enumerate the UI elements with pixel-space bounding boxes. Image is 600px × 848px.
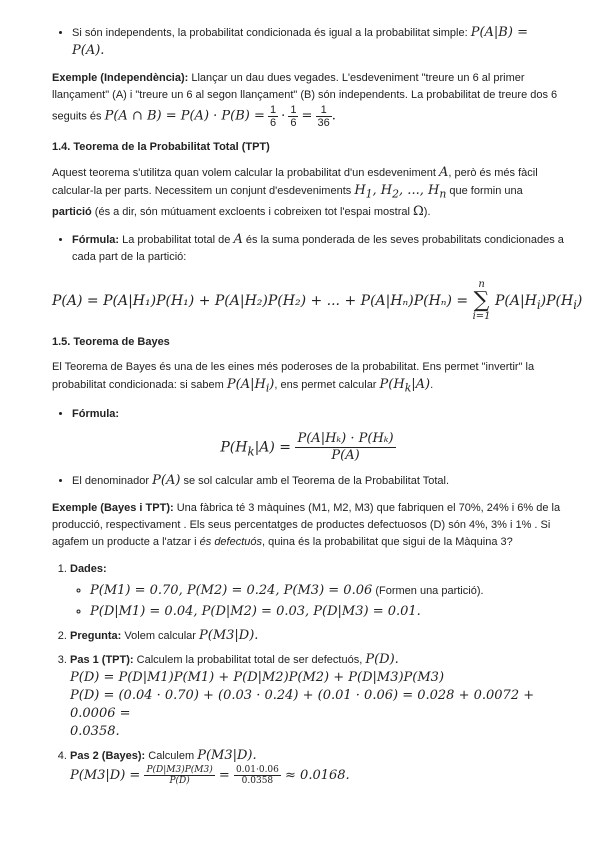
list-item: 1. Dades: ◦ P(M1) = 0.70, P(M2) = 0.24, P(M3) = 0.06 (Formen una partició). ◦ P(D|M1) = 0.04, P(D|M2) = 0.03, P(D|M3) = 0.01.	[70, 561, 564, 621]
list-item: 2. Pregunta: Volem calcular P(M3|D).	[70, 627, 564, 645]
bayes-intro: El Teorema de Bayes és una de les eines més poderoses de la probabilitat. Ens permet "invertir" la probabilitat condicionada: si sabem $P(A|H_i)$, ens permet calcular $P(H_k|A)$.	[52, 360, 535, 395]
section-title-bayes: 1.5. Teorema de Bayes	[52, 335, 170, 348]
list-item: ◦ P(M1) = 0.70, P(M2) = 0.24, P(M3) = 0.06 (Formen una partició).	[90, 582, 564, 600]
math-inline: P(A|B) = P(A).	[72, 25, 528, 58]
bayes-formula-list	[52, 406, 564, 423]
list-item: • Fórmula: La probabilitat total de A és la suma ponderada de les seves probabilitats condicionades a cada part de la partició:	[72, 231, 564, 266]
fraction: $\frac{1}{36}$	[317, 104, 330, 129]
bayes-denominator-list	[52, 472, 564, 490]
list-item: • Si són independents, la probabilitat condicionada és igual a la probabilitat simple: P(A|B) = P(A).	[72, 24, 564, 60]
fraction: $\frac{0.01\cdot 0.06}{0.0358}$	[235, 765, 279, 787]
bayes-display-formula: $P(H_k|A)$ = $\frac{\text{P(A|Hₖ) · P(Hₖ)}}{P(A)}$	[220, 431, 394, 464]
list-item: 3. Pas 1 (TPT): Calculem la probabilitat total de ser defectuós, P(D). P(D) = P(D|M1)P(M1) + P(D|M2)P(M2) + P(D|M3)P(M3) P(D) = (0.04 · 0.70) + (0.03 · 0.24) + (0.01 · 0.06) = 0.028 + 0.0072 + 0.0006 = 0.0358.	[70, 651, 564, 741]
independence-list	[52, 24, 564, 60]
fraction: $\frac{1}{6}$	[290, 104, 297, 129]
list-item: 4. Pas 2 (Bayes): Calculem P(M3|D). P(M3|D) = $\frac{P(D|M3)P(M3)}{P(D)}$ = $\frac{0.01\cdot 0.06}{0.0358}$ ≈ 0.0168.	[70, 747, 564, 786]
data-sublist	[70, 582, 564, 621]
bayes-steps-list	[52, 561, 564, 786]
tpt-display-formula: P(A) = P(A|H₁)P(H₁) + P(A|H₂)P(H₂) + ... + P(A|Hₙ)P(Hₙ) = n ∑ i=1 $P(A|H_i)P(H_i)$	[52, 278, 583, 322]
example-bayes: Exemple (Bayes i TPT): Una fàbrica té 3 màquines (M1, M2, M3) que fabriquen el 70%, 24% i 6% de la producció, respectivament . Els seus percentatges de productes defectuosos (D) són 4%, 3% i 1% . Si agafem un producte a l'atzar i és defectuós, quina és la probabilitat que sigui de la Màquina 3?	[52, 502, 561, 549]
fraction: $\frac{1}{6}$	[269, 104, 277, 129]
bayes-result-line: P(M3|D) = $\frac{P(D|M3)P(M3)}{P(D)}$ = $\frac{0.01\cdot 0.06}{0.0358}$ ≈ 0.0168.	[70, 765, 350, 787]
list-item: • El denominador P(A) se sol calcular amb el Teorema de la Probabilitat Total.	[72, 472, 564, 490]
tpt-formula-list	[52, 231, 564, 266]
example-independence: Exemple (Independència): Llançar un dau dues vegades. L'esdeveniment "treure un 6 al primer llançament" (A) i "treure un 6 al segon llançament" (B) són independents. La probabilitat de treure dos 6 seguits és P(A ∩ B) = P(A) · P(B) = $\frac{1}{6}$ · $\frac{1}{6}$ = $\frac{1}{36}$ .	[52, 72, 558, 129]
fraction: $\frac{\text{P(A|Hₖ) · P(Hₖ)}}{P(A)}$	[297, 431, 394, 464]
list-item: ◦ P(D|M1) = 0.04, P(D|M2) = 0.03, P(D|M3) = 0.01.	[90, 603, 564, 621]
example-label: Exemple (Independència):	[52, 72, 189, 84]
section-title-tpt: 1.4. Teorema de la Probabilitat Total (TPT)	[52, 141, 270, 153]
sum-symbol: n ∑ i=1	[472, 278, 491, 322]
example-label: Exemple (Bayes i TPT):	[52, 502, 174, 515]
list-item: • Fórmula:	[72, 406, 564, 423]
tpt-intro: Aquest teorema s'utilitza quan volem calcular la probabilitat d'un esdeveniment A, però és més fàcil calcular-la per parts. Necessitem un conjunt d'esdeveniments $H_1$, $H_2$, ..., $H_n$ que formin una partició (és a dir, són mútuament excloents i cobreixen tot l'espai mostral Ω).	[52, 165, 538, 219]
fraction: $\frac{P(D|M3)P(M3)}{P(D)}$	[146, 765, 213, 787]
